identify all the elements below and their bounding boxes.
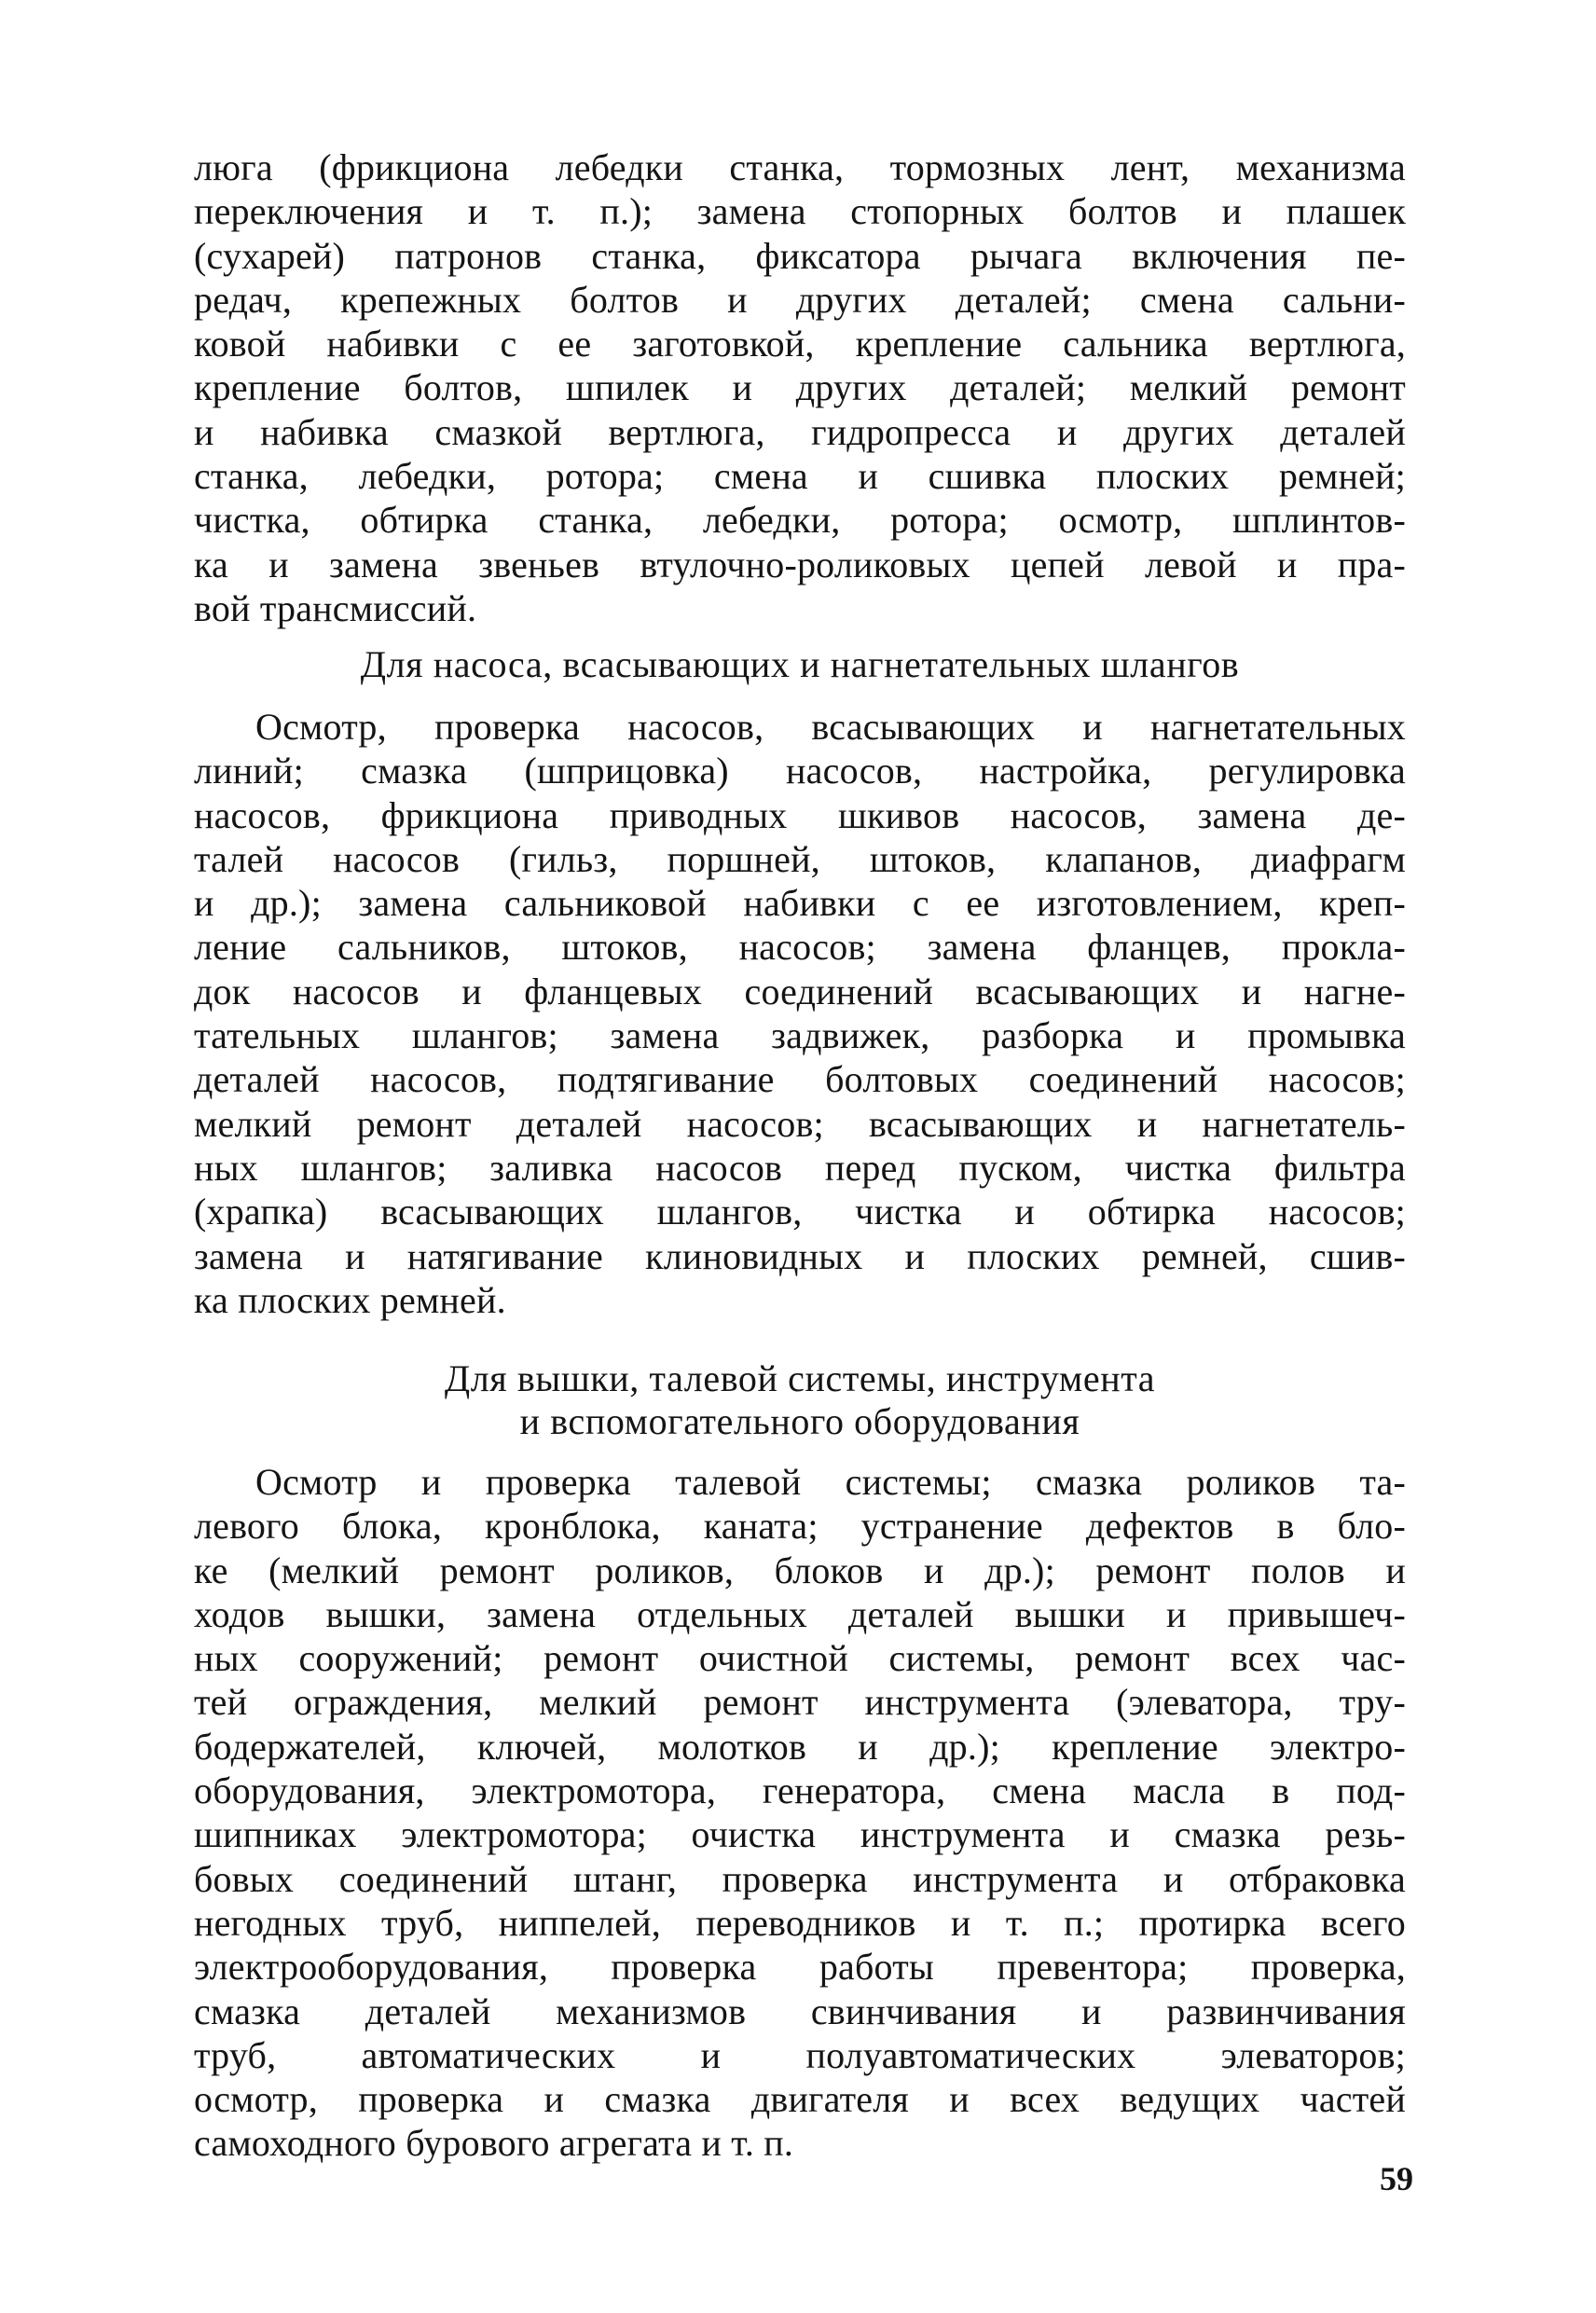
- page-number: 59: [1380, 2160, 1413, 2197]
- text-line: (сухарей) патронов станка, фиксатора рычага включения пе-: [194, 234, 1406, 277]
- text-line: смазка деталей механизмов свинчивания и развинчивания: [194, 1989, 1406, 2032]
- text-line: деталей насосов, подтягивание болтовых соединений насосов;: [194, 1058, 1406, 1101]
- text-line: бовых соединений штанг, проверка инструмента и отбраковка: [194, 1857, 1406, 1900]
- text-line: станка, лебедки, ротора; смена и сшивка плоских ремней;: [194, 455, 1406, 498]
- text-line: люга (фрикциона лебедки станка, тормозных лент, механизма: [194, 146, 1406, 188]
- text-line: мелкий ремонт деталей насосов; всасывающих и нагнетатель-: [194, 1102, 1406, 1145]
- text-line: крепление болтов, шпилек и других деталей; мелкий ремонт: [194, 366, 1406, 409]
- text-line: талей насосов (гильз, поршней, штоков, клапанов, диафрагм: [194, 837, 1406, 880]
- text-line: Осмотр, проверка насосов, всасывающих и нагнетательных: [255, 706, 1406, 748]
- paragraph-1: [194, 145, 1406, 630]
- text-line: чистка, обтирка станка, лебедки, ротора; осмотр, шплинтов-: [194, 499, 1406, 542]
- text-line: ка и замена звеньев втулочно-роликовых цепей левой и пра-: [194, 543, 1406, 585]
- section-heading-pump: [194, 643, 1406, 686]
- text-line: труб, автоматических и полуавтоматических элеваторов;: [194, 2033, 1406, 2076]
- text-line: замена и натягивание клиновидных и плоских ремней, сшив-: [194, 1234, 1406, 1277]
- text-line: негодных труб, ниппелей, переводников и т. п.; протирка всего: [194, 1901, 1406, 1944]
- text-line: самоходного бурового агрегата и т. п.: [194, 2122, 794, 2165]
- text-line: электрооборудования, проверка работы превентора; проверка,: [194, 1946, 1406, 1989]
- text-line: Осмотр и проверка талевой системы; смазка роликов та-: [255, 1461, 1406, 1503]
- text-line: ление сальников, штоков, насосов; замена фланцев, прокла-: [194, 926, 1406, 969]
- text-line: ных шлангов; заливка насосов перед пуском, чистка фильтра: [194, 1146, 1406, 1189]
- heading-line: Для насоса, всасывающих и нагнетательных шлангов: [360, 643, 1240, 685]
- text-line: и набивка смазкой вертлюга, гидропресса и других деталей: [194, 410, 1406, 453]
- text-line: (храпка) всасывающих шлангов, чистка и обтирка насосов;: [194, 1191, 1406, 1233]
- heading-line: и вспомогательного оборудования: [519, 1400, 1080, 1442]
- text-line: левого блока, кронблока, каната; устранение дефектов в бло-: [194, 1505, 1406, 1548]
- text-line: тей ограждения, мелкий ремонт инструмента (элеватора, тру-: [194, 1681, 1406, 1724]
- text-line: ковой набивки с ее заготовкой, крепление сальника вертлюга,: [194, 323, 1406, 365]
- text-line: ке (мелкий ремонт роликов, блоков и др.); ремонт полов и: [194, 1549, 1406, 1591]
- heading-line: Для вышки, талевой системы, инструмента: [444, 1357, 1156, 1399]
- text-line: бодержателей, ключей, молотков и др.); крепление электро-: [194, 1725, 1406, 1768]
- text-line: ных сооружений; ремонт очистной системы, ремонт всех час-: [194, 1637, 1406, 1680]
- text-line: линий; смазка (шприцовка) насосов, настройка, регулировка: [194, 750, 1406, 792]
- text-line: док насосов и фланцевых соединений всасывающих и нагне-: [194, 970, 1406, 1012]
- text-line: и др.); замена сальниковой набивки с ее изготовлением, креп-: [194, 882, 1406, 925]
- text-line: переключения и т. п.); замена стопорных болтов и плашек: [194, 190, 1406, 233]
- paragraph-3: [194, 1460, 1406, 2166]
- text-line: ходов вышки, замена отдельных деталей вышки и привышеч-: [194, 1592, 1406, 1635]
- text-line: оборудования, электромотора, генератора, смена масла в под-: [194, 1769, 1406, 1812]
- text-line: насосов, фрикциона приводных шкивов насосов, замена де-: [194, 793, 1406, 836]
- text-line: шипниках электромотора; очистка инструмента и смазка резь-: [194, 1813, 1406, 1856]
- section-heading-derrick: [194, 1357, 1406, 1443]
- text-line: редач, крепежных болтов и других деталей; смена сальни-: [194, 278, 1406, 321]
- text-line: ка плоских ремней.: [194, 1278, 506, 1321]
- text-line: осмотр, проверка и смазка двигателя и всех ведущих частей: [194, 2078, 1406, 2121]
- text-line: вой трансмиссий.: [194, 586, 477, 629]
- text-line: тательных шлангов; замена задвижек, разборка и промывка: [194, 1014, 1406, 1057]
- paragraph-2: [194, 705, 1406, 1322]
